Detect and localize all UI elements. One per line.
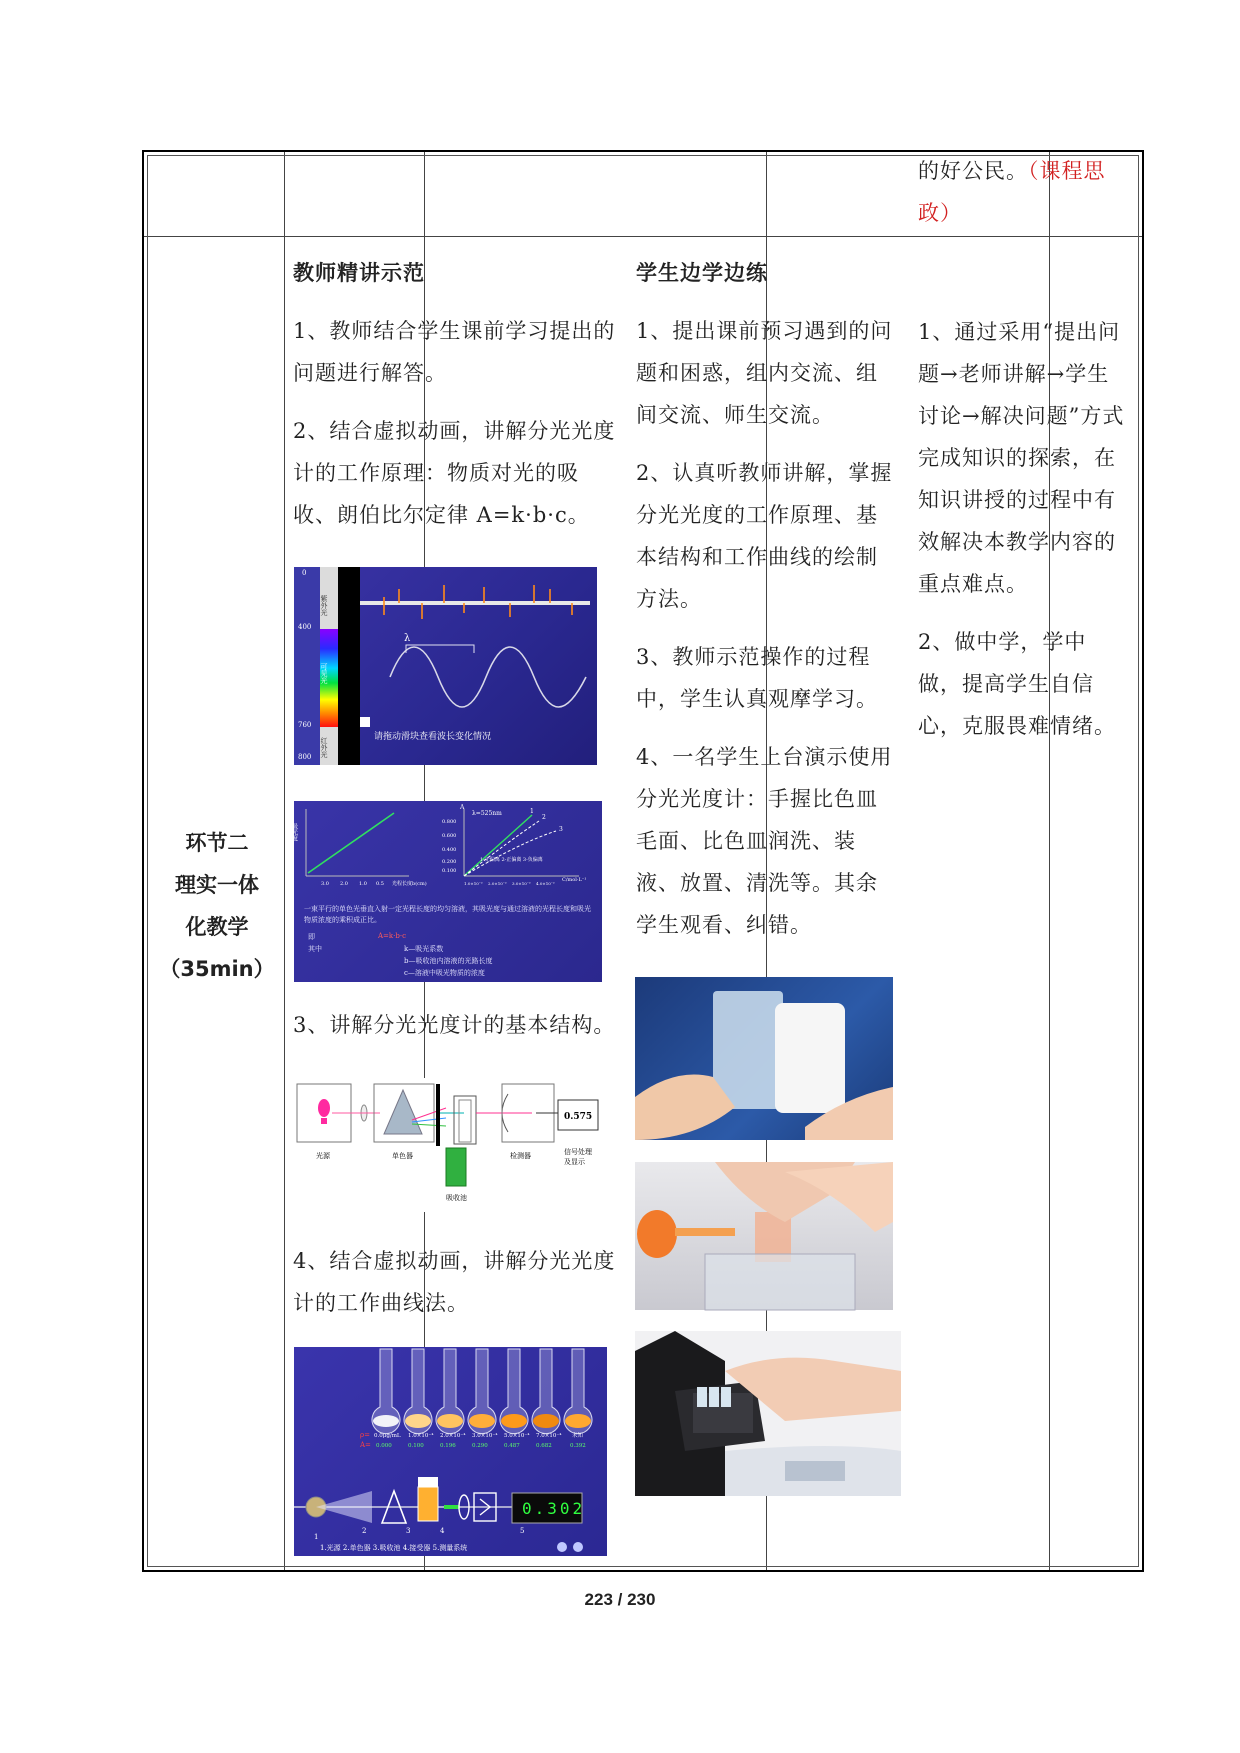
concentration-value: 2.0×10⁻⁴ <box>440 1433 466 1439</box>
cuvette-holding-photo <box>635 977 893 1140</box>
concentration-value: 未知 <box>572 1433 584 1439</box>
left-x-tick: 1.0 <box>359 881 367 887</box>
student-paragraph: 3、教师示范操作的过程中，学生认真观摩学习。 <box>636 645 878 711</box>
teacher-heading: 教师精讲示范 <box>293 261 425 285</box>
absorbance-value: 0.000 <box>376 1443 392 1449</box>
right-y-tick: 0.800 <box>442 819 457 825</box>
right-y-tick: 0.400 <box>442 847 457 853</box>
curve-number: 2 <box>542 814 546 821</box>
absorbance-value: 0.196 <box>440 1443 456 1449</box>
absorbance-label: A= <box>360 1441 371 1449</box>
intent-paragraph: 2、做中学，学中做，提高学生自信心，克服畏难情绪。 <box>918 630 1116 738</box>
right-x-tick: 2.0×10⁻⁵ <box>488 881 507 886</box>
component-number: 4 <box>440 1527 445 1535</box>
left-x-tick: 2.0 <box>340 881 348 887</box>
right-y-label: A <box>460 804 465 811</box>
concentration-value: 7.0×10⁻⁴ <box>536 1433 562 1439</box>
absorbance-value: 0.487 <box>504 1443 520 1449</box>
beer-lambert-description: 一束平行的单色光垂直入射一定光程长度的均匀溶液，其吸光度与通过溶液的光程长度和吸光物质浓度的乘积成正比。 <box>304 905 591 924</box>
right-y-tick: 0.100 <box>442 868 457 874</box>
definition-k: k—吸光系数 <box>404 945 444 953</box>
spectrum-animation-image <box>294 567 597 765</box>
teacher-column-text-3 <box>293 1240 617 1340</box>
right-y-tick: 0.600 <box>442 833 457 839</box>
cuvette-label: 吸收池 <box>446 1194 467 1202</box>
spectrum-tick: 0 <box>302 569 307 577</box>
absorbance-value: 0.290 <box>472 1443 488 1449</box>
left-x-label: 光程长度b(cm) <box>392 881 427 887</box>
right-x-tick: 1.0×10⁻⁵ <box>464 881 483 886</box>
stage-line: 理实一体 <box>175 873 259 897</box>
top-row-intent-text: 的好公民。（课程思政） <box>918 159 1106 225</box>
readout-display: 0.575 <box>564 1112 593 1122</box>
row-divider <box>144 236 1142 237</box>
working-curve-animation-image <box>294 1347 607 1556</box>
formula: A=k·b·c <box>378 932 407 940</box>
slider-handle[interactable] <box>360 717 370 727</box>
where-label: 其中 <box>308 945 322 953</box>
component-number: 2 <box>362 1527 367 1535</box>
student-heading: 学生边学边练 <box>636 261 768 285</box>
concentration-value: 1.0×10⁻⁴ <box>408 1433 434 1439</box>
sound-icon[interactable] <box>573 1542 583 1552</box>
back-icon[interactable] <box>557 1542 567 1552</box>
uv-band-label: 紫外光 <box>320 595 328 616</box>
absorbance-value: 0.392 <box>570 1443 586 1449</box>
student-paragraph: 1、提出课前预习遇到的问题和困惑，组内交流、组间交流、师生交流。 <box>636 319 893 427</box>
student-paragraph: 2、认真听教师讲解，掌握分光光度的工作原理、基本结构和工作曲线的绘制方法。 <box>636 461 893 611</box>
left-y-label: 吸光度 <box>290 823 298 841</box>
wavelength-note: λ=525nm <box>472 810 502 817</box>
right-x-label: C/mol·L⁻¹ <box>562 877 587 883</box>
visible-band-label: 可见光 <box>320 663 328 684</box>
spectrum-tick: 800 <box>298 753 312 761</box>
wavelength-label: λ <box>404 633 411 644</box>
component-number: 3 <box>406 1527 411 1535</box>
component-number: 5 <box>520 1527 525 1535</box>
right-x-tick: 4.0×10⁻⁵ <box>536 881 555 886</box>
definition-b: b—吸收池内溶液的光路长度 <box>404 957 493 965</box>
cuvette-rinsing-photo <box>635 1162 893 1310</box>
curve-legend: 1-无偏离 2-正偏离 3-负偏离 <box>480 857 543 863</box>
detector-label: 检测器 <box>510 1152 531 1160</box>
concentration-value: 5.0×10⁻⁴ <box>504 1433 530 1439</box>
teacher-column-text-2 <box>293 1004 617 1062</box>
signal-label: 及显示 <box>564 1158 585 1166</box>
teacher-paragraph: 3、讲解分光光度计的基本结构。 <box>293 1013 616 1037</box>
concentration-value: 0.0μg/mL <box>374 1433 401 1439</box>
absorbance-value: 0.682 <box>536 1443 552 1449</box>
stage-duration: （35min） <box>159 957 275 981</box>
left-x-tick: 3.0 <box>321 881 329 887</box>
formula-label: 即 <box>308 933 315 941</box>
right-y-tick: 0.200 <box>442 859 457 865</box>
spectrum-tick: 400 <box>298 623 312 631</box>
student-paragraph: 4、一名学生上台演示使用分光光度计：手握比色皿毛面、比色皿润洗、装液、放置、清洗等。其余学生观看、纠错。 <box>636 745 893 937</box>
stage-label <box>148 822 286 990</box>
stage-line: 化教学 <box>185 915 249 939</box>
student-column-text <box>636 252 898 962</box>
teacher-paragraph: 4、结合虚拟动画，讲解分光光度计的工作曲线法。 <box>293 1249 616 1315</box>
definition-c: c—溶液中吸光物质的浓度 <box>404 969 485 977</box>
signal-label: 信号处理 <box>564 1148 592 1156</box>
spectrophotometer-structure-diagram <box>296 1078 600 1212</box>
monochromator-label: 单色器 <box>392 1152 413 1160</box>
spectrum-caption: 请拖动滑块查看波长变化情况 <box>374 732 492 742</box>
curve-number: 1 <box>530 808 534 815</box>
stage-line: 环节二 <box>185 831 249 855</box>
ir-band-label: 红外光 <box>320 737 328 758</box>
component-legend: 1.光源 2.单色器 3.吸收池 4.接受器 5.测量系统 <box>320 1544 468 1552</box>
teacher-paragraph: 2、结合虚拟动画，讲解分光光度计的工作原理：物质对光的吸收、朗伯比尔定律 A=k·b·c。 <box>293 419 616 527</box>
spectrum-tick: 760 <box>298 721 312 729</box>
teacher-paragraph: 1、教师结合学生课前学习提出的问题进行解答。 <box>293 319 616 385</box>
teacher-column-text <box>293 252 617 552</box>
rho-label: ρ= <box>360 1431 370 1439</box>
intent-paragraph: 1、通过采用“提出问题→老师讲解→学生讨论→解决问题”方式完成知识的探索，在知识讲授的过程中有效解决本教学内容的重点难点。 <box>918 320 1125 596</box>
left-x-tick: 0.5 <box>376 881 384 887</box>
concentration-value: 3.0×10⁻⁴ <box>472 1433 498 1439</box>
beer-lambert-image <box>290 801 602 982</box>
absorbance-value: 0.100 <box>408 1443 424 1449</box>
digital-readout: 0.302 <box>522 1499 586 1518</box>
page-number: 223 / 230 <box>584 1590 656 1609</box>
spectrophotometer-photo <box>635 1331 901 1496</box>
right-x-tick: 3.0×10⁻⁵ <box>512 881 531 886</box>
intent-column-text <box>918 311 1130 763</box>
curve-number: 3 <box>559 826 563 833</box>
component-number: 1 <box>314 1533 319 1541</box>
source-label: 光源 <box>316 1152 330 1160</box>
